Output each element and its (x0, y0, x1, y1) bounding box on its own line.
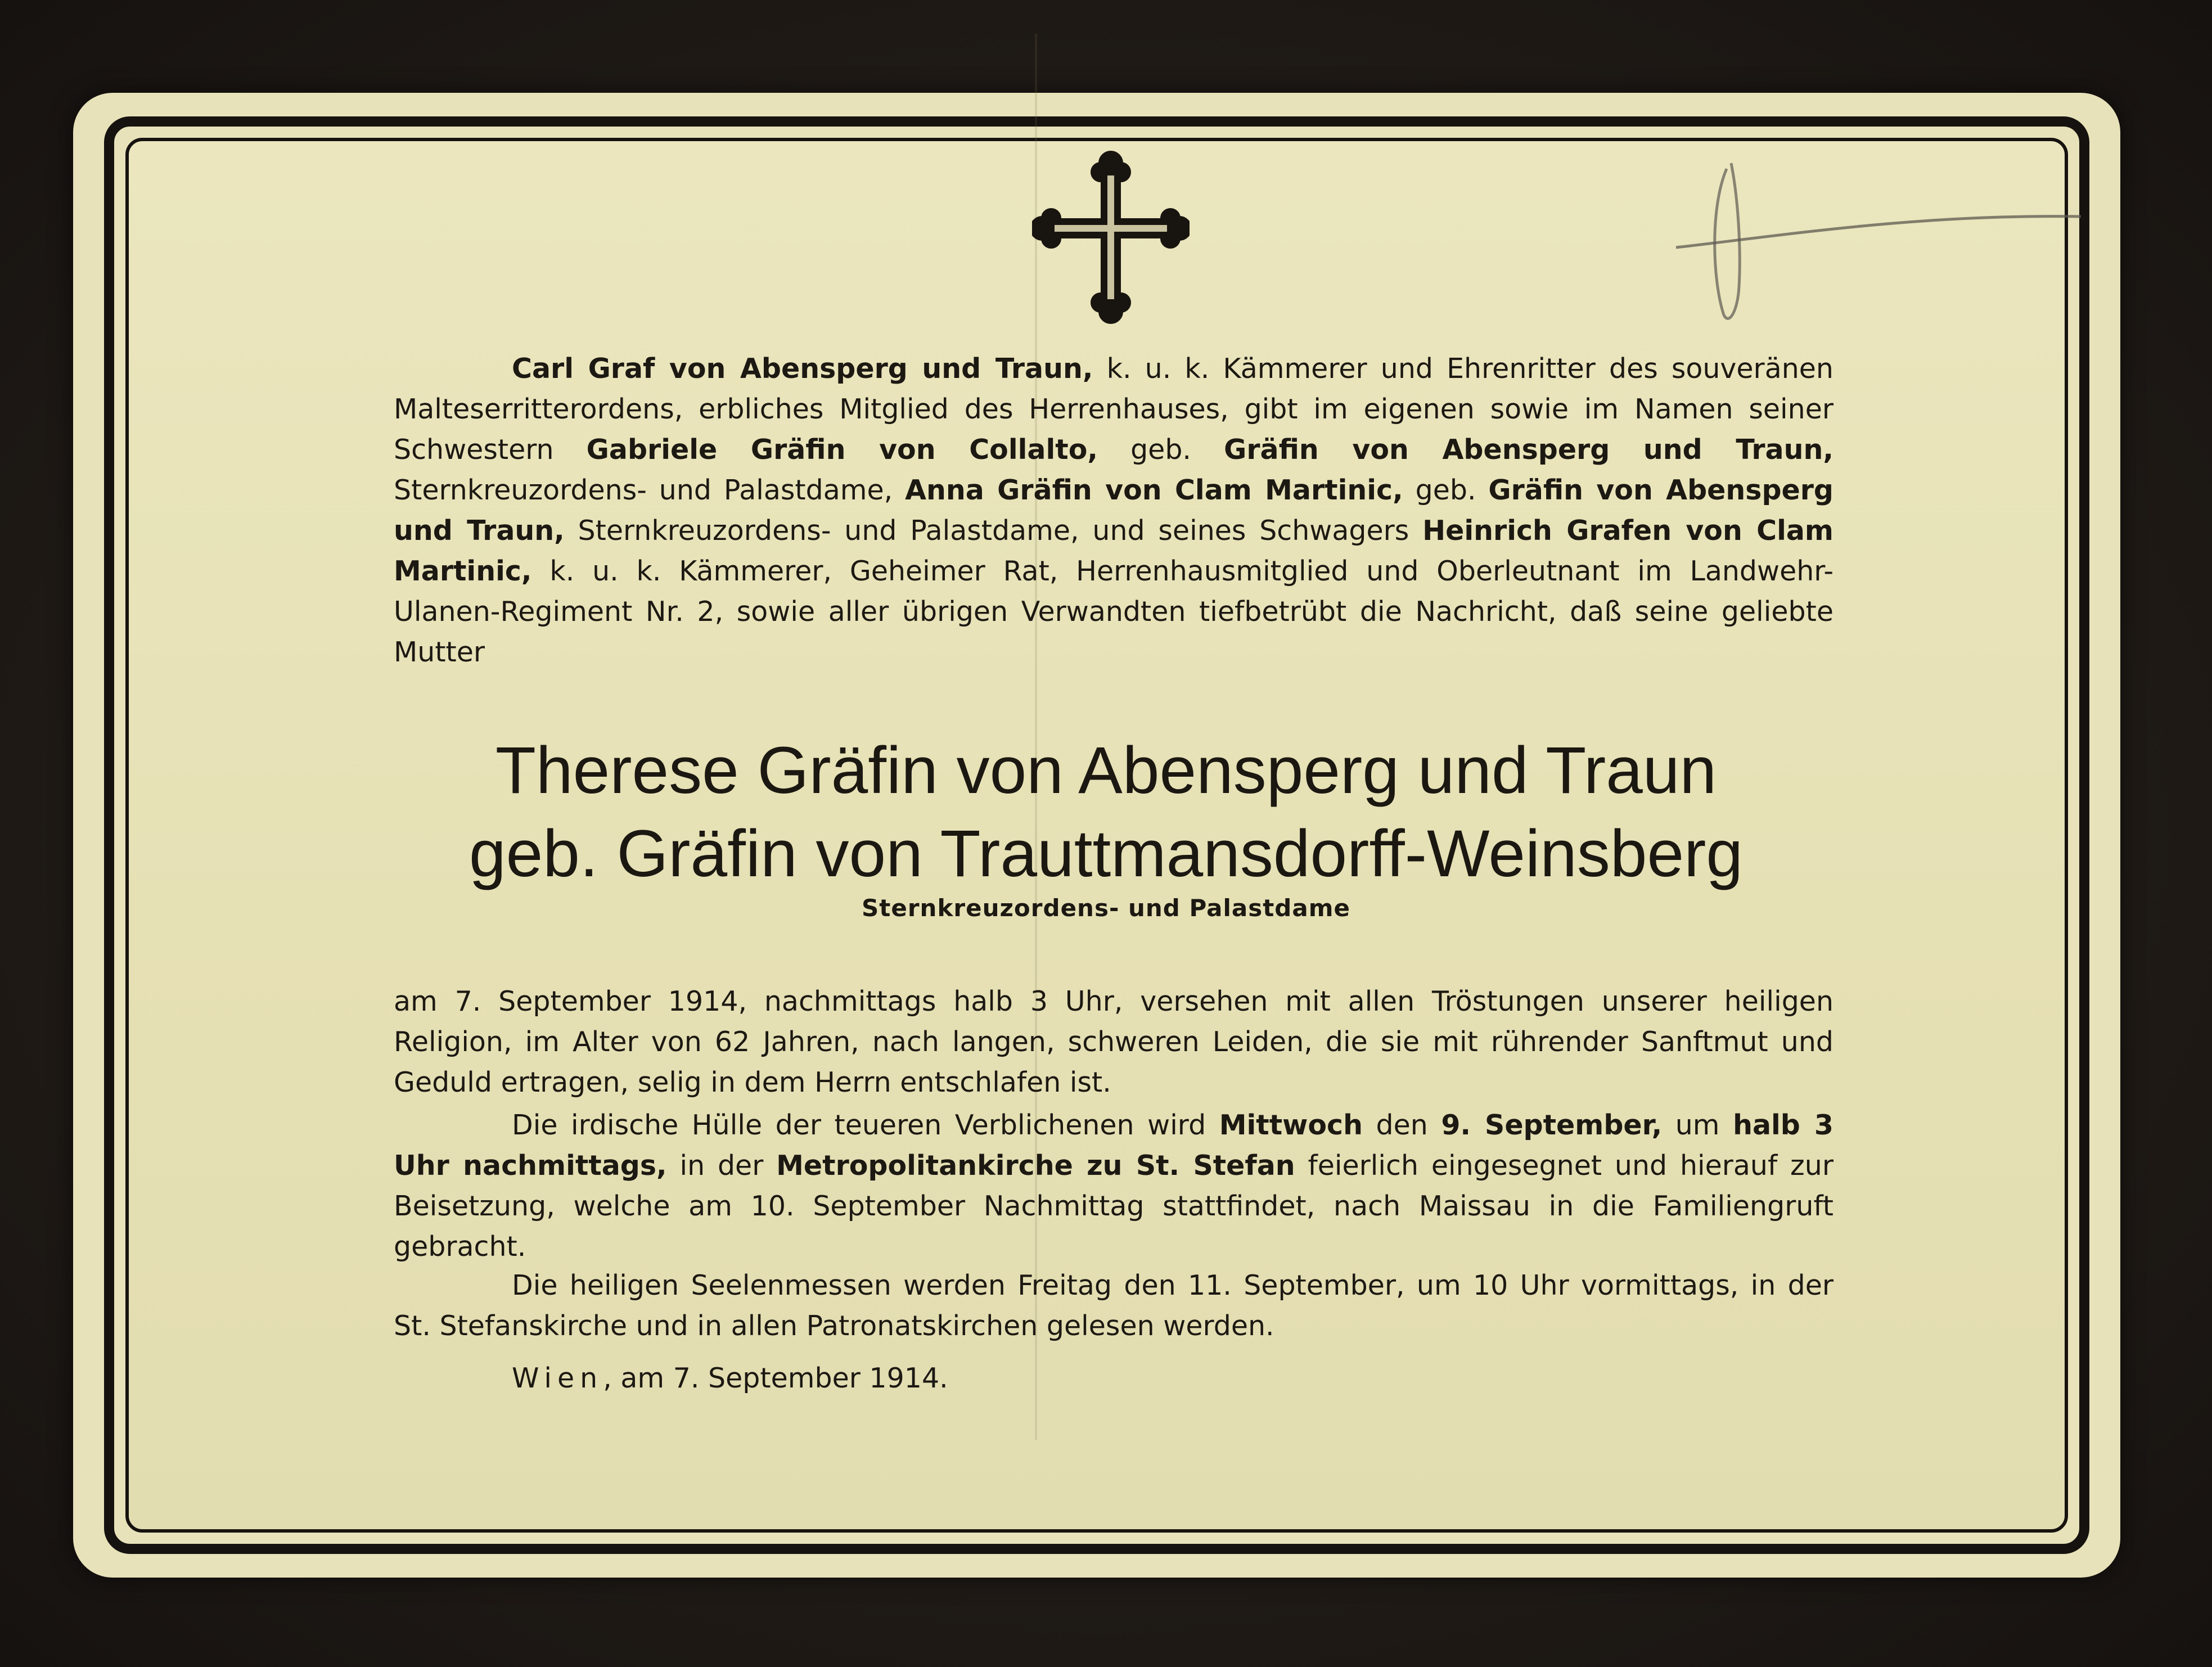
pencil-cross-mark (1665, 152, 2092, 332)
funeral-church: Metropolitankirche zu St. Stefan (776, 1150, 1295, 1182)
sister-birth-name-1: Gräfin von Abensperg und Traun, (1224, 434, 1833, 466)
announcement-text-4: geb. (1403, 474, 1489, 506)
brother-in-law-name: Heinrich Grafen von Clam Martinic, (394, 515, 1833, 587)
masses-paragraph: Die heiligen Seelenmessen werden Freitag den 11. September, um 10 Uhr vormittags, in der St. Stefanskirche und in allen Patronatskirchen gelesen werden. (394, 1269, 1833, 1342)
funeral-day: Mittwoch (1219, 1109, 1363, 1141)
announcement-text-6: k. u. k. Kämmerer, Geheimer Rat, Herrenhausmitglied und Oberleutnant im Landwehr-Ulanen-Regiment Nr. 2, sowie aller übrigen Verwandten tiefbetrübt die Nachricht, daß seine geliebte Mutter (394, 555, 1833, 668)
announcement-text-3: Sternkreuzordens- und Palastdame, (394, 474, 905, 506)
funeral-text-1: Die irdische Hülle der teueren Verblichenen wird (512, 1109, 1219, 1141)
closing-date: , am 7. September 1914. (603, 1362, 948, 1394)
funeral-date: 9. September, (1441, 1109, 1663, 1141)
funeral-text-2: den (1362, 1109, 1441, 1141)
trefoil-cross-icon (1032, 147, 1190, 327)
announcement-paragraph (394, 349, 1833, 673)
announcement-text-5: Sternkreuzordens- und Palastdame, und seines Schwagers (564, 515, 1423, 547)
place: Wien (512, 1362, 603, 1394)
deceased-honor: Sternkreuzordens- und Palastdame (862, 894, 1350, 922)
funeral-text-3: um (1662, 1109, 1733, 1141)
sister-name-2: Anna Gräfin von Clam Martinic, (905, 474, 1403, 506)
deceased-birth-name: geb. Gräfin von Trauttmansdorff-Weinsberg (469, 817, 1743, 891)
sister-birth-name-2: Gräfin von Abensperg und Traun, (394, 474, 1834, 547)
funeral-text-4: in der (666, 1150, 777, 1182)
sister-name-1: Gabriele Gräfin von Collalto, (586, 434, 1098, 466)
son-name: Carl Graf von Abensperg und Traun, (512, 353, 1093, 385)
funeral-paragraph (394, 1105, 1833, 1267)
funeral-time: halb 3 Uhr nachmittags, (394, 1109, 1833, 1182)
announcement-text-1: k. u. k. Kämmerer und Ehrenritter des souveränen Malteserritterordens, erbliches Mitglied des Herrenhauses, gibt im eigenen sowie im Namen seiner Schwestern (394, 353, 1833, 466)
announcement-text-2: geb. (1097, 434, 1224, 466)
place-and-date (512, 1358, 948, 1399)
funeral-text-5: feierlich eingesegnet und hierauf zur Beisetzung, welche am 10. September Nachmittag stattfindet, nach Maissau in die Familiengruft gebracht. (394, 1150, 1833, 1263)
death-notice-paragraph: am 7. September 1914, nachmittags halb 3 Uhr, versehen mit allen Tröstungen unserer heiligen Religion, im Alter von 62 Jahren, nach langen, schweren Leiden, die sie mit rührender Sanftmut und Geduld ertragen, selig in dem Herrn entschlafen ist. (394, 985, 1833, 1098)
deceased-name: Therese Gräfin von Abensperg und Traun (495, 733, 1717, 808)
